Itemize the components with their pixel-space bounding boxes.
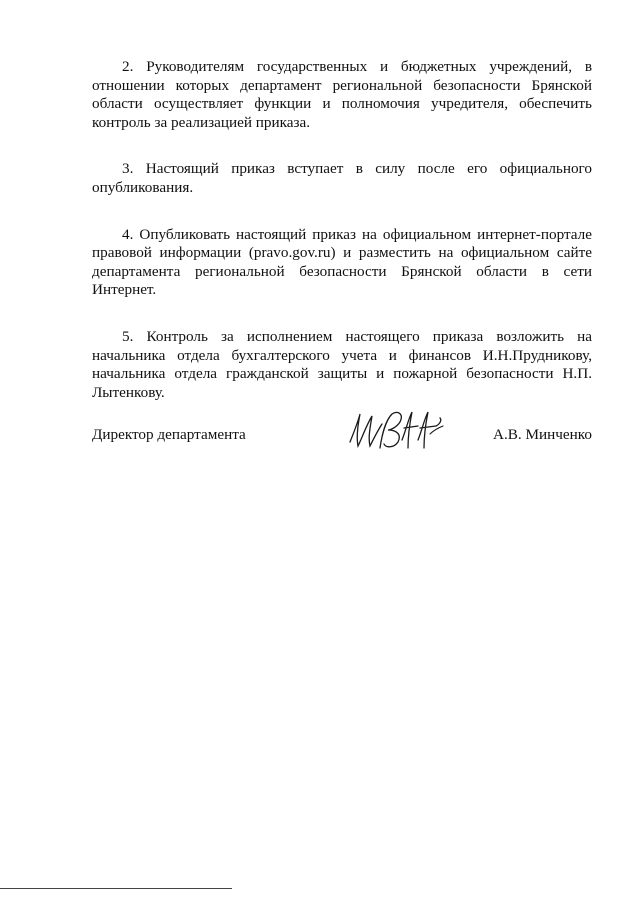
document-body — [92, 58, 592, 430]
paragraph-5: 5. Контроль за исполнением настоящего приказа возложить на начальника отдела бухгалтерского учета и финансов И.Н.Прудникову, начальника отдела гражданской защиты и пожарной безопасности Н.П. Лытенкову. — [92, 327, 592, 401]
handwritten-signature — [346, 404, 446, 454]
paragraph-3: 3. Настоящий приказ вступает в силу после его официального опубликования. — [92, 160, 592, 196]
signatory-title: Директор департамента — [92, 426, 246, 443]
signature-block — [92, 404, 592, 454]
paragraph-2: 2. Руководителям государственных и бюджетных учреждений, в отношении которых департамент региональной безопасности Брянской области осуществляет функции и полномочия учредителя, обеспечить контроль за реализацией приказа. — [92, 58, 592, 131]
paragraph-4: 4. Опубликовать настоящий приказ на официальном интернет-портале правовой информации (pravo.gov.ru) и разместить на официальном сайте департамента региональной безопасности Брянской области в сети Интернет. — [92, 225, 592, 299]
footnote-divider — [0, 888, 232, 889]
signatory-name: А.В. Минченко — [493, 426, 592, 443]
